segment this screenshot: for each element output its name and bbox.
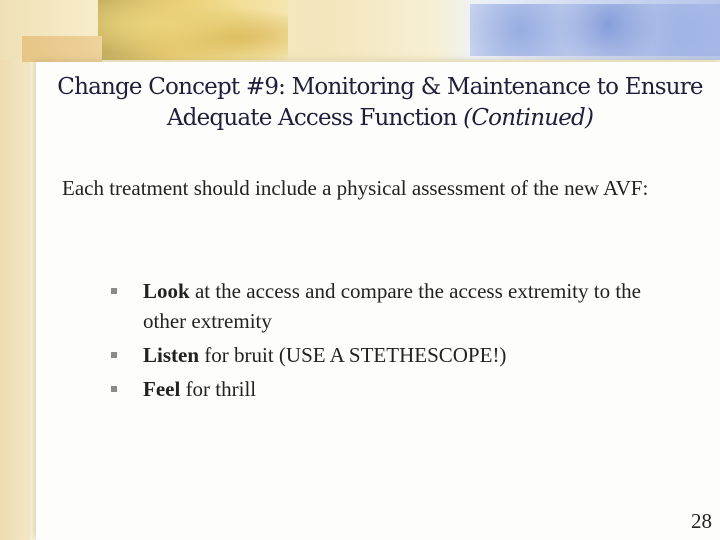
slide-title <box>40 72 720 134</box>
slide-title-suffix: (Continued) <box>463 105 594 131</box>
page-number: 28 <box>691 509 712 533</box>
decorative-orange-bar <box>22 36 102 62</box>
bullet-text: at the access and compare the access extremity to the other extremity <box>143 279 641 333</box>
bullet-item <box>108 276 688 336</box>
bullet-keyword: Listen <box>143 343 200 367</box>
bullet-text: for bruit (USE A STETHESCOPE!) <box>199 343 507 367</box>
square-bullet-icon <box>111 386 117 392</box>
bullet-item <box>108 374 688 404</box>
leaf-decoration-image <box>98 0 288 60</box>
bullet-item <box>108 340 688 370</box>
decorative-left-band <box>0 0 30 540</box>
bullet-list <box>108 276 688 408</box>
flower-decoration-image <box>470 4 720 56</box>
intro-text: Each treatment should include a physical assessment of the new AVF: <box>62 176 649 200</box>
bullet-keyword: Feel <box>143 377 181 401</box>
slide-title-main: Change Concept #9: Monitoring & Maintenance to Ensure Adequate Access Function <box>57 74 703 131</box>
bullet-text: for thrill <box>180 377 257 401</box>
square-bullet-icon <box>111 352 117 358</box>
square-bullet-icon <box>111 288 117 294</box>
bullet-keyword: Look <box>143 279 190 303</box>
